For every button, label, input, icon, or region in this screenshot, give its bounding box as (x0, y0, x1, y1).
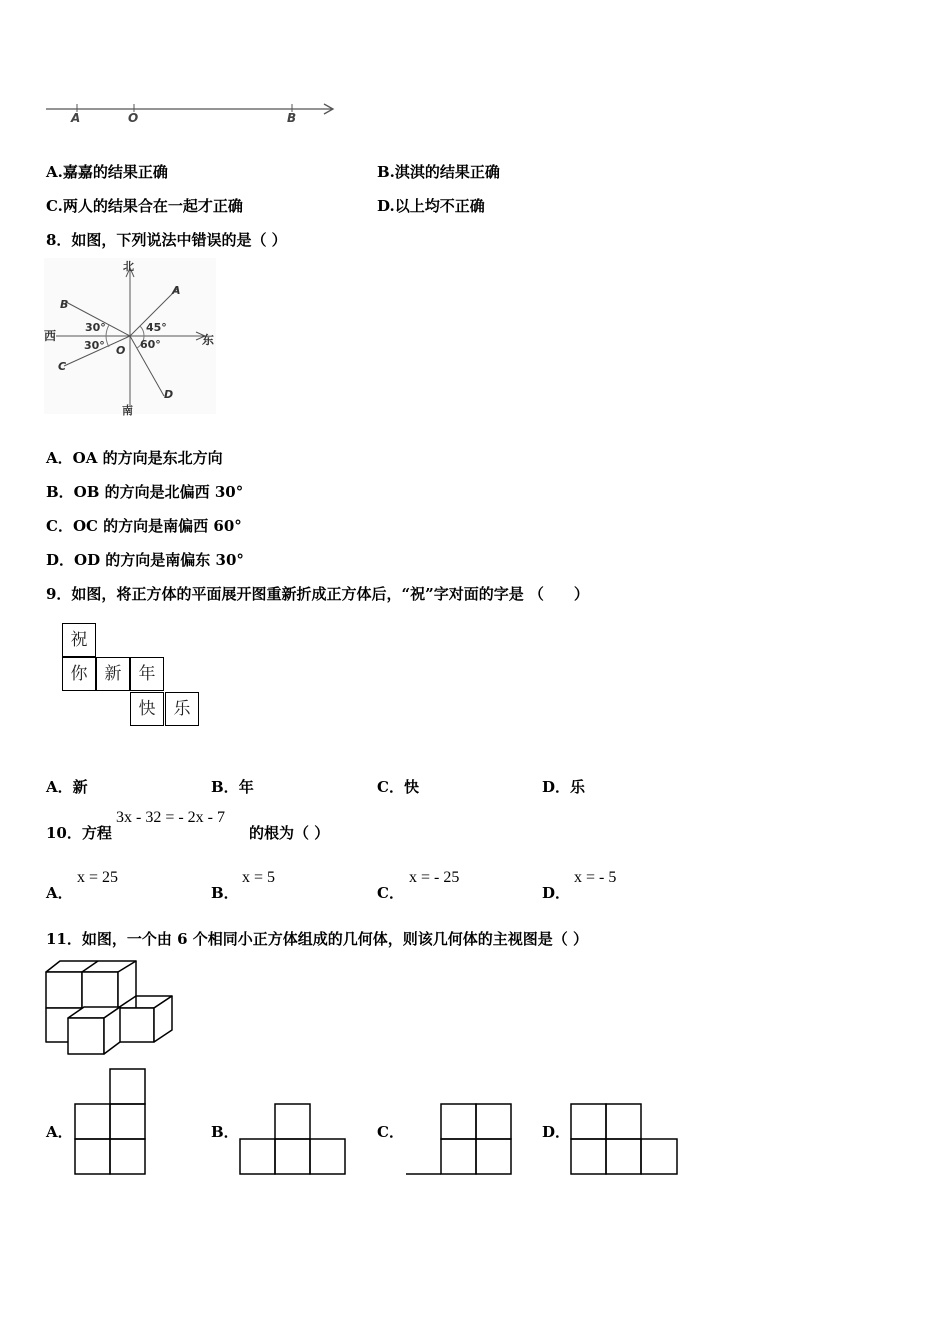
net-cell: 你 (62, 657, 96, 691)
compass-figure (44, 258, 220, 418)
q7-option-c[interactable]: C.两人的结果合在一起才正确 (46, 197, 243, 215)
q9-option-a[interactable]: A．新 (46, 778, 88, 796)
q10-option-b-math: x = 5 (242, 869, 276, 886)
point-label-o: O (128, 111, 139, 125)
net-cell: 祝 (62, 623, 96, 657)
q10-suffix: 的根为（ ） (249, 824, 330, 842)
q8-option-c[interactable]: C．OC 的方向是南偏西 60° (46, 517, 242, 535)
west-label: 西 (44, 329, 57, 343)
q8-option-a[interactable]: A．OA 的方向是东北方向 (46, 449, 223, 467)
q11-option-c[interactable]: C． (377, 1123, 404, 1141)
q8-option-b[interactable]: B．OB 的方向是北偏西 30° (46, 483, 244, 501)
q11-view-d (569, 1103, 681, 1177)
net-cell: 年 (130, 657, 164, 691)
q8-option-d[interactable]: D．OD 的方向是南偏东 30° (46, 551, 244, 569)
q9-stem: 9．如图，将正方体的平面展开图重新折成正方体后，“祝”字对面的字是 （ ） (46, 585, 589, 603)
point-a-label: A (172, 284, 181, 297)
q10-option-b[interactable]: B． (211, 884, 239, 902)
q10-prefix: 10．方程 (46, 824, 112, 842)
point-label-a: A (71, 111, 81, 125)
angle-label-a: 45° (146, 321, 167, 334)
point-d-label: D (164, 388, 174, 401)
q11-view-a (73, 1068, 147, 1178)
q9-option-b[interactable]: B．年 (211, 778, 254, 796)
q11-view-b (238, 1103, 348, 1177)
angle-label-b: 30° (85, 321, 106, 334)
q10-option-d[interactable]: D． (542, 884, 571, 902)
q7-option-d[interactable]: D.以上均不正确 (377, 197, 485, 215)
cube-net (62, 623, 202, 729)
number-line-figure (40, 95, 350, 130)
east-label: 东 (202, 333, 215, 347)
q9-option-d[interactable]: D．乐 (542, 778, 586, 796)
point-c-label: C (58, 360, 67, 373)
q7-option-a[interactable]: A.嘉嘉的结果正确 (46, 163, 168, 181)
q7-option-b[interactable]: B.淇淇的结果正确 (377, 163, 500, 181)
q11-option-b[interactable]: B． (211, 1123, 239, 1141)
net-cell: 快 (130, 692, 164, 726)
angle-label-d: 60° (140, 338, 161, 351)
q10-equation: 3x - 32 = - 2x - 7 (116, 809, 226, 826)
north-label: 北 (123, 260, 134, 273)
point-label-b: B (287, 111, 297, 125)
point-b-label: B (60, 298, 69, 311)
south-label: 南 (122, 404, 133, 417)
q10-option-c[interactable]: C． (377, 884, 404, 902)
q11-view-c (404, 1103, 514, 1177)
q11-stem: 11．如图，一个由 6 个相同小正方体组成的几何体，则该几何体的主视图是（ ） (46, 930, 588, 948)
q11-option-a[interactable]: A． (46, 1123, 73, 1141)
angle-label-c: 30° (84, 339, 105, 352)
net-cell: 乐 (165, 692, 199, 726)
q9-option-c[interactable]: C．快 (377, 778, 419, 796)
q8-stem: 8．如图，下列说法中错误的是（ ） (46, 231, 287, 249)
q10-option-a-math: x = 25 (77, 869, 119, 886)
point-o-label: O (116, 344, 126, 357)
net-cell: 新 (96, 657, 130, 691)
q11-option-d[interactable]: D． (542, 1123, 571, 1141)
q10-option-c-math: x = - 25 (409, 869, 460, 886)
q10-option-a[interactable]: A． (46, 884, 73, 902)
cube-solid-figure (44, 958, 176, 1058)
q10-option-d-math: x = - 5 (574, 869, 617, 886)
